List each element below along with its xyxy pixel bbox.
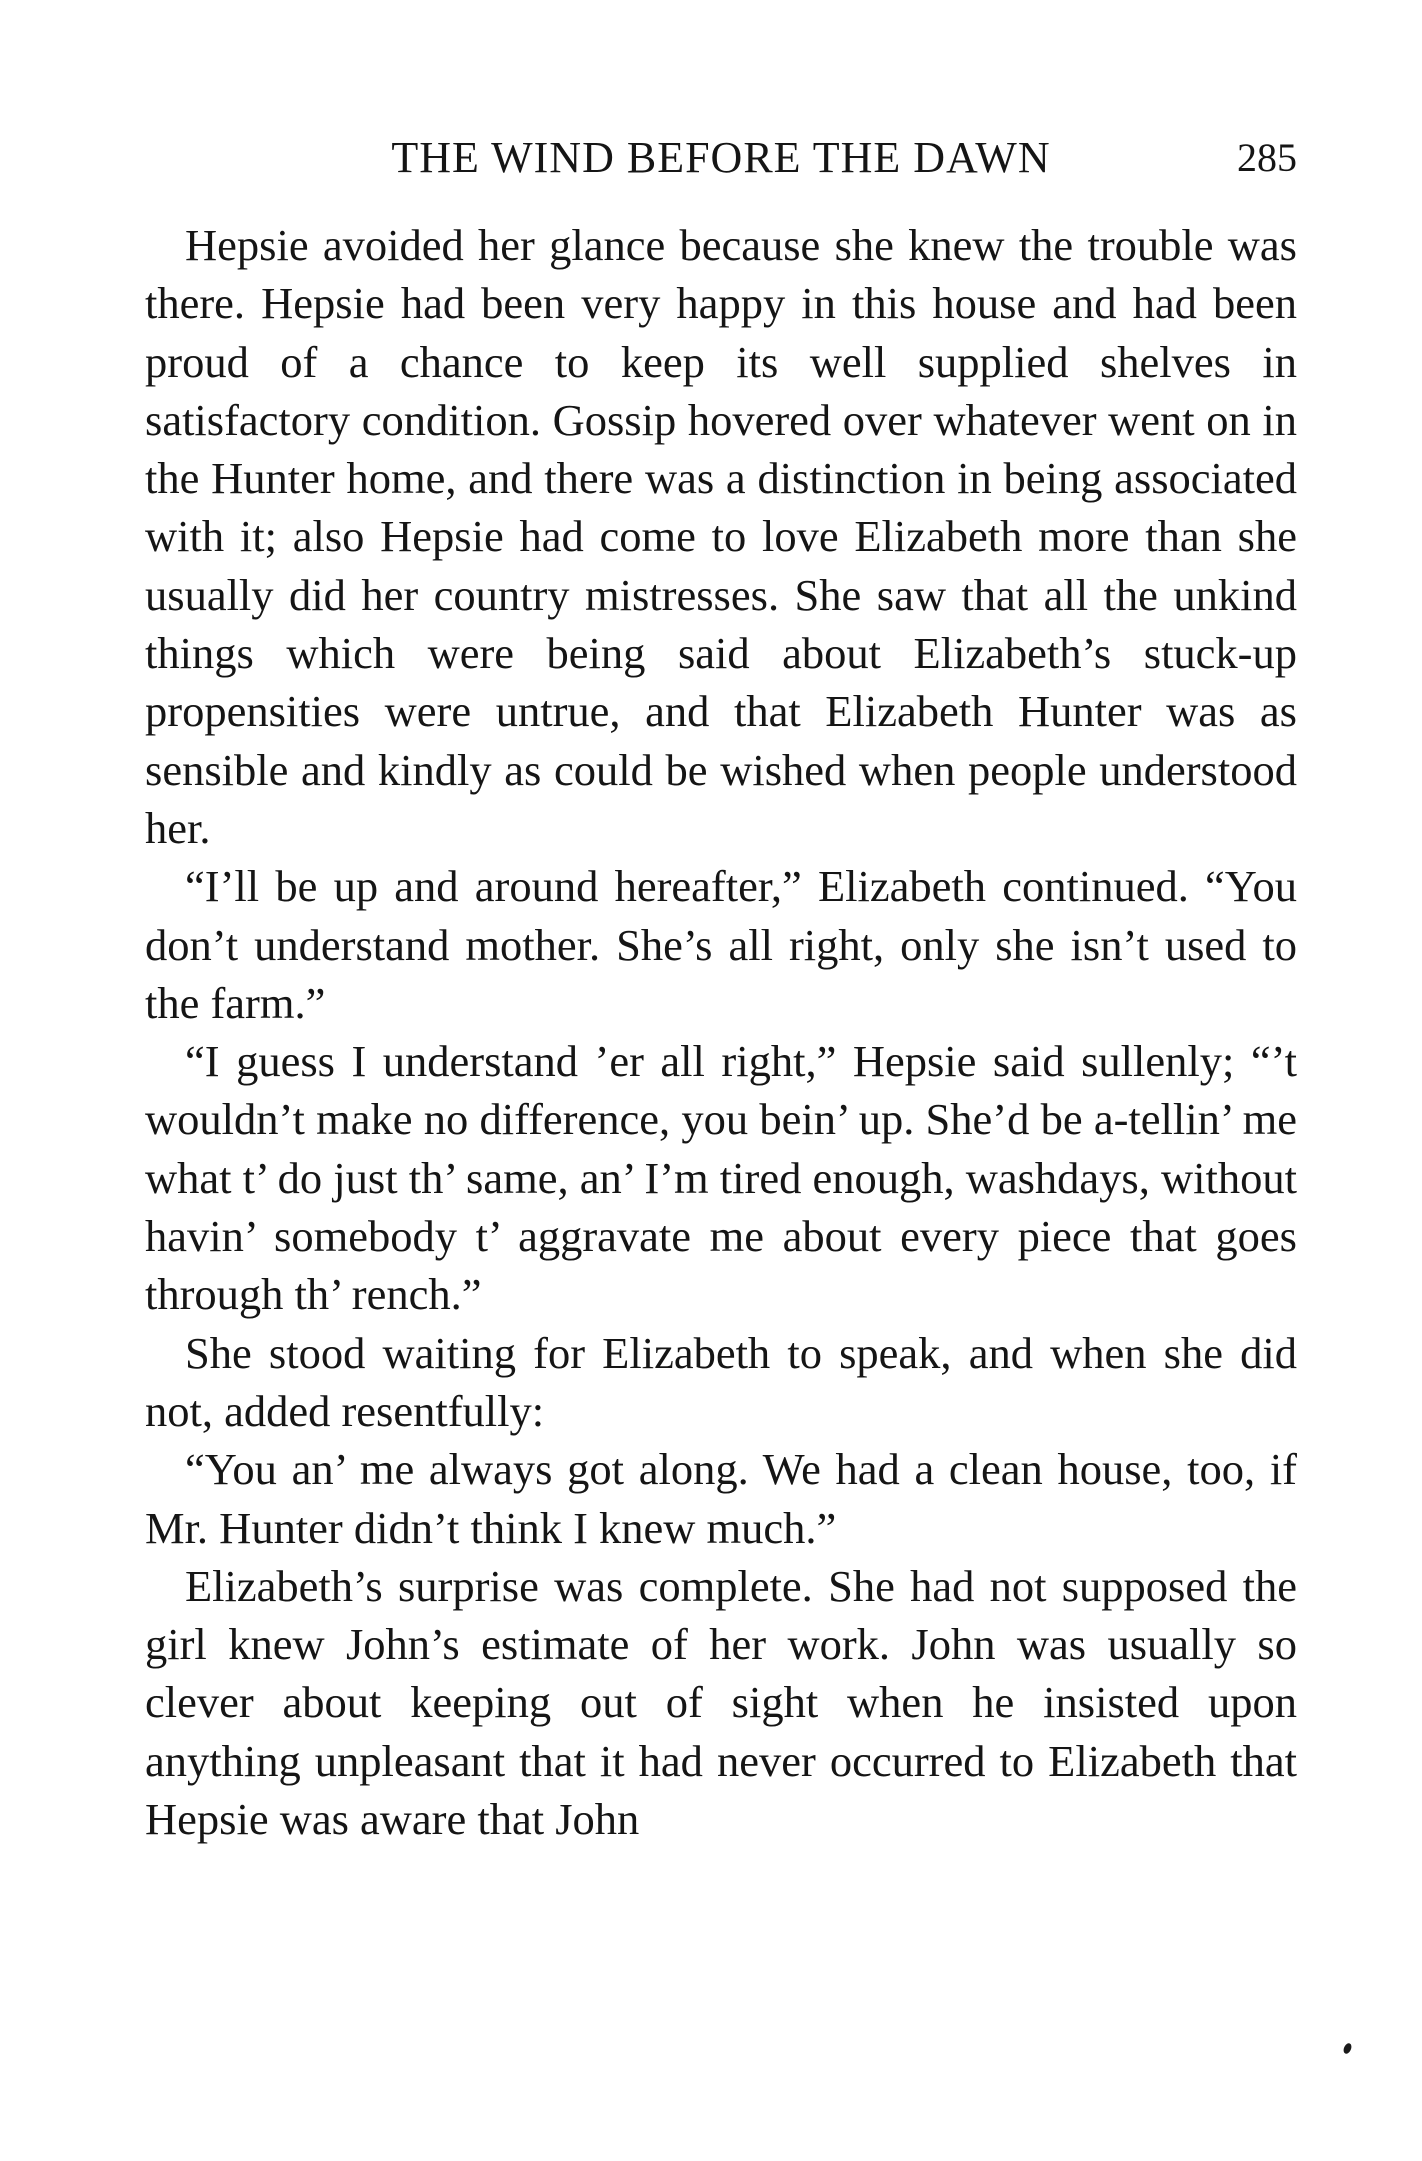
running-title: THE WIND BEFORE THE DAWN — [391, 133, 1051, 182]
paragraph: “I’ll be up and around hereafter,” Elizabeth continued. “You don’t understand mother. She’s all right, only she isn’t used to the farm.” — [145, 861, 1297, 1028]
paragraph: She stood waiting for Elizabeth to speak, and when she did not, added resentfully: — [145, 1327, 1297, 1436]
paragraph: Elizabeth’s surprise was complete. She had not supposed the girl knew John’s estimate of her work. John was usually so clever about keeping out of sight when he insisted upon anything unpleasant that it had never occurred to Elizabeth that Hepsie was aware that John — [145, 1560, 1297, 1845]
ink-speck — [1342, 2042, 1353, 2055]
body-text — [145, 216, 1297, 1848]
page-header — [145, 128, 1297, 188]
paragraph: “You an’ me always got along. We had a clean house, too, if Mr. Hunter didn’t think I knew much.” — [145, 1444, 1297, 1553]
page-number: 285 — [1237, 135, 1297, 180]
paragraph: Hepsie avoided her glance because she knew the trouble was there. Hepsie had been very happy in this house and had been proud of a chance to keep its well supplied shelves in satisfactory condition. Gossip hovered over whatever went on in the Hunter home, and there was a distinction in being associated with it; also Hepsie had come to love Elizabeth more than she usually did her country mistresses. She saw that all the unkind things which were being said about Elizabeth’s stuck-up propensities were untrue, and that Elizabeth Hunter was as sensible and kindly as could be wished when people understood her. — [145, 220, 1297, 853]
paragraph: “I guess I understand ’er all right,” Hepsie said sullenly; “’t wouldn’t make no difference, you bein’ up. She’d be a-tellin’ me what t’ do just th’ same, an’ I’m tired enough, washdays, without havin’ somebody t’ aggravate me about every piece that goes through th’ rench.” — [145, 1036, 1297, 1320]
